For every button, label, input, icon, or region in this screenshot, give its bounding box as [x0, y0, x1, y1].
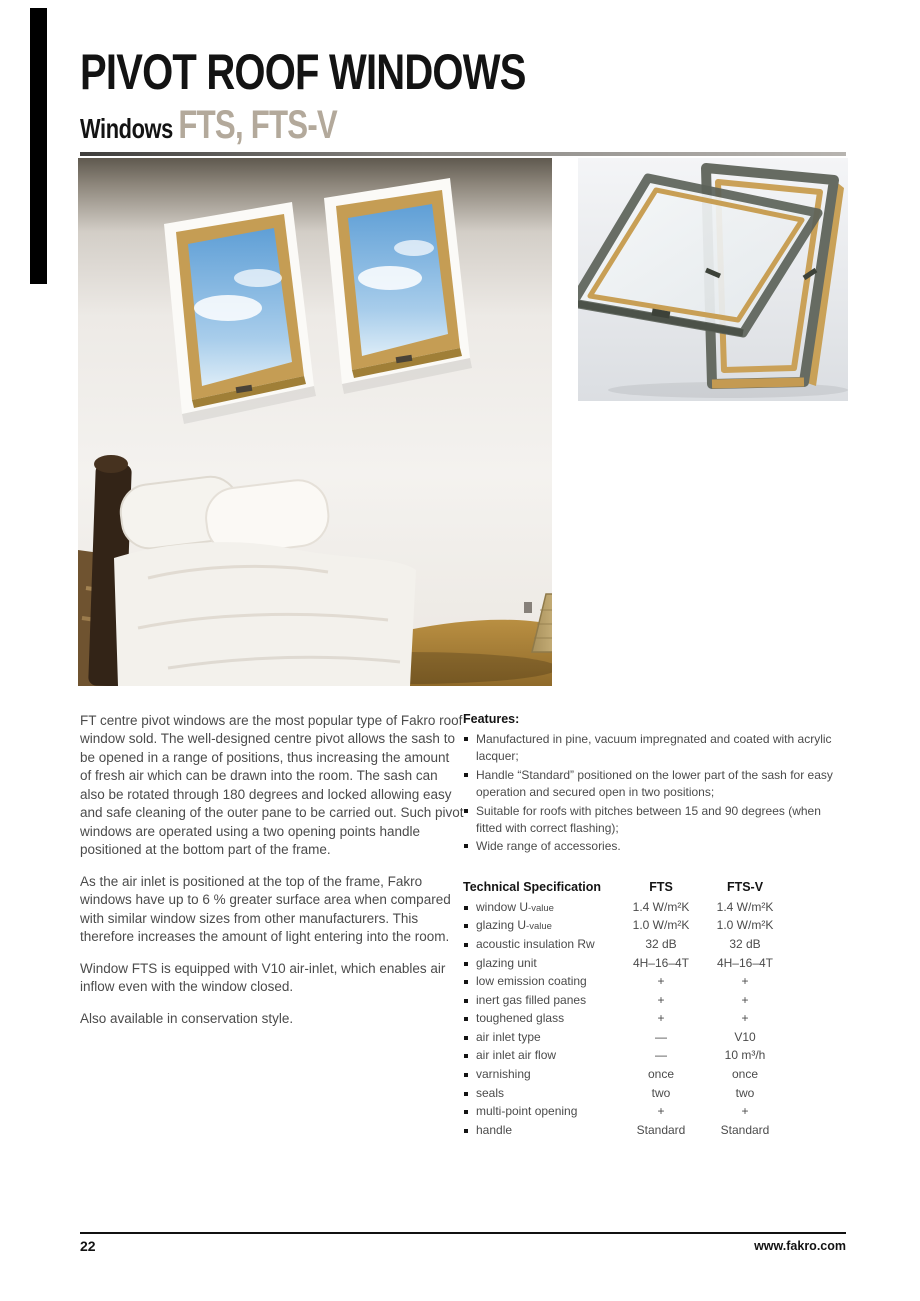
- spec-value-ftsv: 10 m³/h: [724, 1048, 766, 1063]
- spec-value-fts: 4H–16–4T: [632, 955, 690, 970]
- features-heading: Features:: [463, 712, 520, 726]
- page-number: 22: [80, 1238, 96, 1254]
- spec-row: [463, 936, 787, 955]
- intro-text: [80, 712, 464, 1041]
- spec-value-fts: once: [647, 1067, 675, 1082]
- roof-window-right: [324, 178, 472, 394]
- spec-row: [463, 899, 787, 918]
- bedroom-photo: [78, 158, 552, 686]
- spec-label: window U-value: [463, 899, 619, 918]
- spec-row: [463, 1010, 787, 1029]
- spec-heading: Technical Specification: [463, 879, 602, 894]
- spec-value-ftsv: once: [731, 1067, 759, 1082]
- spec-value-ftsv: two: [735, 1085, 755, 1100]
- subtitle-prefix: Windows: [80, 113, 173, 144]
- spec-label: toughened glass: [463, 1010, 619, 1029]
- spec-row: [463, 973, 787, 992]
- product-photo: [578, 158, 848, 401]
- spec-value-ftsv: V10: [734, 1029, 756, 1044]
- feature-item: Manufactured in pine, vacuum impregnated and coated with acrylic lacquer;: [463, 731, 847, 766]
- roof-window-left: [164, 202, 316, 424]
- spec-value-fts: 1.4 W/m²K: [632, 899, 690, 914]
- spec-label: low emission coating: [463, 973, 619, 992]
- subtitle-models: FTS, FTS-V: [178, 103, 337, 147]
- spec-row: [463, 1103, 787, 1122]
- spec-value-fts: two: [651, 1085, 671, 1100]
- spec-col-ftsv: FTS-V: [726, 879, 764, 894]
- spec-value-ftsv: 32 dB: [729, 936, 761, 951]
- spec-label: seals: [463, 1085, 619, 1104]
- spec-label: air inlet air flow: [463, 1047, 619, 1066]
- spec-table-header: [463, 880, 787, 894]
- spec-table-body: [463, 899, 787, 1141]
- spec-row: [463, 1085, 787, 1104]
- spec-label: glazing unit: [463, 955, 619, 974]
- spec-row: [463, 955, 787, 974]
- spec-table: [463, 880, 787, 1141]
- right-column: [463, 712, 847, 1140]
- spec-value-ftsv: +: [741, 974, 749, 989]
- spec-value-fts: 32 dB: [645, 936, 677, 951]
- spec-label: multi-point opening: [463, 1103, 619, 1122]
- spec-label: glazing U-value: [463, 917, 619, 936]
- header-rule: [80, 152, 846, 156]
- intro-paragraph: FT centre pivot windows are the most popular type of Fakro roof window sold. The well-designed centre pivot allows the sash to be opened in a range of positions, thus increasing the amount of fresh air which can be drawn into the room. The sash can also be rotated through 180 degrees and locked allowing easy and safe cleaning of the outer pane to be carried out. Such pivot windows are operated using a two opening points handle positioned at the bottom part of the frame.: [80, 713, 464, 858]
- spec-value-fts: 1.0 W/m²K: [632, 918, 690, 933]
- spec-label: air inlet type: [463, 1029, 619, 1048]
- spec-value-fts: +: [657, 1104, 665, 1119]
- spec-row: [463, 992, 787, 1011]
- spec-value-ftsv: Standard: [720, 1122, 770, 1137]
- intro-paragraph: Window FTS is equipped with V10 air-inlet, which enables air inflow even with the window closed.: [80, 960, 446, 995]
- spec-value-fts: —: [655, 1029, 667, 1044]
- footer-rule: [80, 1232, 846, 1234]
- spec-value-fts: +: [657, 1011, 665, 1026]
- spec-row: [463, 1047, 787, 1066]
- spec-row: [463, 1029, 787, 1048]
- intro-paragraph: Also available in conservation style.: [80, 1010, 294, 1026]
- website-link[interactable]: www.fakro.com: [754, 1239, 846, 1253]
- spec-label: varnishing: [463, 1066, 619, 1085]
- page-edge-tab: [30, 8, 47, 284]
- spec-value-ftsv: +: [741, 1104, 749, 1119]
- spec-value-ftsv: 1.0 W/m²K: [716, 918, 774, 933]
- spec-value-ftsv: 1.4 W/m²K: [716, 899, 774, 914]
- page-subtitle: [80, 103, 337, 148]
- spec-label: inert gas filled panes: [463, 992, 619, 1011]
- spec-value-fts: +: [657, 992, 665, 1007]
- bedroom-photo-art: [78, 158, 552, 686]
- spec-value-fts: +: [657, 974, 665, 989]
- spec-label: acoustic insulation Rw: [463, 936, 619, 955]
- spec-label: handle: [463, 1122, 619, 1141]
- spec-value-ftsv: 4H–16–4T: [716, 955, 774, 970]
- page-title: PIVOT ROOF WINDOWS: [80, 44, 526, 100]
- spec-row: [463, 917, 787, 936]
- feature-item: Handle “Standard” positioned on the lower part of the sash for easy operation and secured open in two positions;: [463, 767, 847, 802]
- feature-item: Suitable for roofs with pitches between 15 and 90 degrees (when fitted with correct flashing);: [463, 803, 847, 838]
- spec-value-fts: Standard: [636, 1122, 686, 1137]
- spec-row: [463, 1066, 787, 1085]
- spec-row: [463, 1122, 787, 1141]
- product-photo-art: [578, 158, 848, 401]
- features-list: [463, 731, 847, 856]
- spec-value-fts: —: [655, 1048, 667, 1063]
- intro-paragraph: As the air inlet is positioned at the top of the frame, Fakro windows have up to 6 % greater surface area when compared with similar window sizes from other manufacturers. This therefore increases the amount of light entering into the room.: [80, 873, 451, 945]
- spec-value-ftsv: +: [741, 1011, 749, 1026]
- spec-value-ftsv: +: [741, 992, 749, 1007]
- spec-col-fts: FTS: [649, 879, 673, 894]
- feature-item: Wide range of accessories.: [463, 838, 847, 855]
